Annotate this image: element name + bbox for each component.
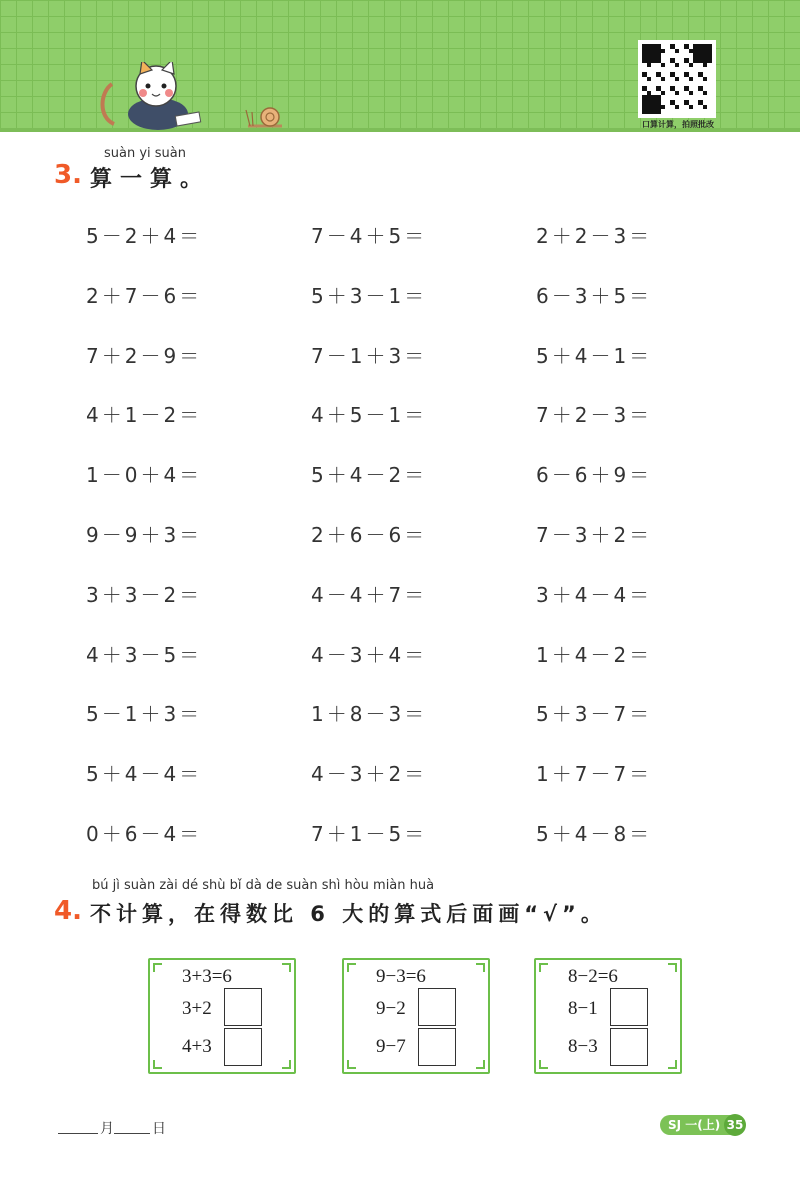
corner-ornament (153, 963, 162, 972)
corner-ornament (476, 1060, 485, 1069)
corner-ornament (668, 1060, 677, 1069)
equation-item: 5＋4－2＝ (311, 463, 428, 488)
compare-box-3 (534, 958, 682, 1074)
equation-item: 3＋4－4＝ (536, 582, 653, 607)
expression: 8−3 (568, 1036, 598, 1057)
equation-item: 1＋7－7＝ (536, 762, 653, 787)
compare-box-2 (342, 958, 490, 1074)
cat-illustration-icon (96, 62, 206, 132)
equation-item: 1＋8－3＝ (311, 702, 428, 727)
given-equation: 9−3=6 (376, 966, 426, 987)
section4-number: 4. (54, 896, 82, 926)
equation-item: 7＋2－9＝ (86, 343, 203, 368)
equation-item: 9－9＋3＝ (86, 523, 203, 547)
equation-item: 7＋1－5＝ (311, 822, 428, 846)
qr-code[interactable] (638, 40, 716, 118)
equation-item: 3＋3－2＝ (86, 582, 203, 607)
section3-title: 算一算。 (90, 167, 211, 192)
corner-ornament (347, 963, 356, 972)
answer-box[interactable] (224, 1028, 262, 1066)
expression: 9−2 (376, 998, 406, 1019)
compare-box-1 (148, 958, 296, 1074)
expression: 3+2 (182, 998, 212, 1019)
given-equation: 3+3=6 (182, 966, 232, 987)
corner-ornament (282, 963, 291, 972)
equation-item: 1＋4－2＝ (536, 642, 653, 667)
equation-item: 7－1＋3＝ (311, 343, 428, 368)
equation-item: 7＋2－3＝ (536, 403, 653, 428)
equation-item: 4－3＋4＝ (311, 642, 428, 667)
month-blank[interactable] (58, 1133, 98, 1134)
expression: 8−1 (568, 998, 598, 1019)
equation-item: 0＋6－4＝ (86, 822, 203, 846)
equation-item: 6－6＋9＝ (536, 463, 653, 488)
equation-item: 1－0＋4＝ (86, 463, 203, 488)
qr-code-pattern (642, 44, 712, 114)
corner-ornament (539, 963, 548, 972)
expression: 9−7 (376, 1036, 406, 1057)
edition-tag: SJ 一(上) (660, 1115, 734, 1135)
corner-ornament (539, 1060, 548, 1069)
day-blank[interactable] (114, 1133, 150, 1134)
qr-caption: 口算计算，拍照批改 (642, 120, 714, 129)
equation-item: 5＋4－4＝ (86, 762, 203, 787)
equation-item: 4＋1－2＝ (86, 403, 203, 428)
section3-number: 3. (54, 160, 82, 190)
answer-box[interactable] (418, 988, 456, 1026)
corner-ornament (476, 963, 485, 972)
snail-icon (244, 100, 288, 130)
given-equation: 8−2=6 (568, 966, 618, 987)
equation-item: 4＋3－5＝ (86, 642, 203, 667)
expression: 4+3 (182, 1036, 212, 1057)
month-label: 月 (100, 1121, 114, 1137)
equation-item: 4＋5－1＝ (311, 403, 428, 428)
equation-item: 5－1＋3＝ (86, 702, 203, 727)
equation-item: 6－3＋5＝ (536, 283, 653, 308)
section4-title: 不计算，在得数比 6 大的算式后面画“√”。 (90, 902, 607, 926)
section3-pinyin: suàn yi suàn (104, 146, 187, 161)
equation-item: 2＋7－6＝ (86, 283, 203, 308)
equation-item: 2＋2－3＝ (536, 224, 653, 248)
equation-item: 4－4＋7＝ (311, 582, 428, 607)
section4-pinyin: bú jì suàn zài dé shù bǐ dà de suàn shì hòu miàn huà (92, 878, 435, 893)
equation-item: 7－4＋5＝ (311, 224, 428, 248)
equation-item: 7－3＋2＝ (536, 523, 653, 547)
corner-ornament (347, 1060, 356, 1069)
equation-item: 5＋3－7＝ (536, 702, 653, 727)
day-label: 日 (152, 1121, 166, 1137)
equation-item: 5＋3－1＝ (311, 283, 428, 308)
corner-ornament (282, 1060, 291, 1069)
answer-box[interactable] (418, 1028, 456, 1066)
page-number: 35 (724, 1114, 746, 1136)
equation-item: 5－2＋4＝ (86, 224, 203, 248)
answer-box[interactable] (224, 988, 262, 1026)
corner-ornament (668, 963, 677, 972)
answer-box[interactable] (610, 1028, 648, 1066)
corner-ornament (153, 1060, 162, 1069)
answer-box[interactable] (610, 988, 648, 1026)
equation-item: 2＋6－6＝ (311, 523, 428, 547)
equation-item: 4－3＋2＝ (311, 762, 428, 787)
equation-item: 5＋4－1＝ (536, 343, 653, 368)
equation-item: 5＋4－8＝ (536, 822, 653, 846)
